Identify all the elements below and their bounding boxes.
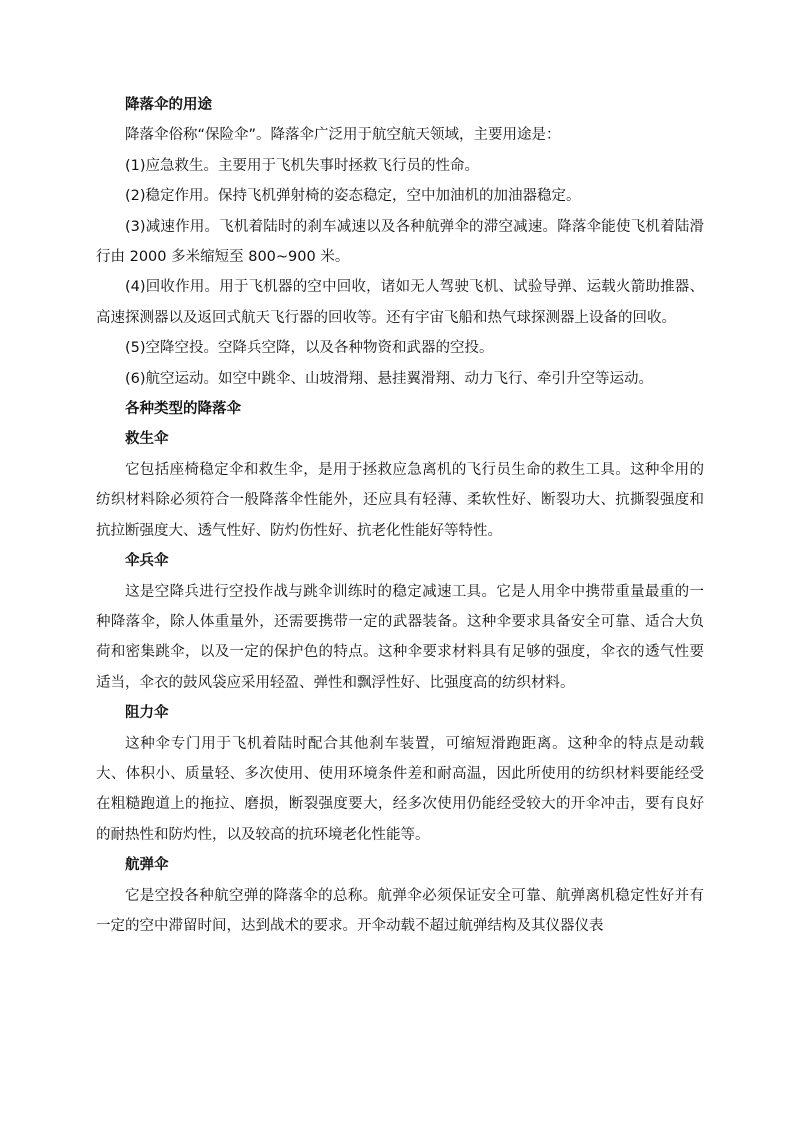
list-item-use-1: (1)应急救生。主要用于飞机失事时拯救飞行员的性命。 — [125, 157, 480, 174]
paragraph-drag-parachute: 这种伞专门用于飞机着陆时配合其他刹车装置，可缩短滑跑距离。这种伞的特点是动载大、体积小、质量轻、多次使用、使用环境条件差和耐高温，因此所使用的纺织材料要能经受在粗糙跑道上的拖拉、磨损，断裂强度要大，经多次使用仍能经受较大的开伞冲击，要有良好的耐热性和防灼性，以及较高的抗环境老化性能等。 — [96, 735, 704, 843]
list-item-use-6: (6)航空运动。如空中跳伞、山坡滑翔、悬挂翼滑翔、动力飞行、牵引升空等运动。 — [125, 370, 654, 387]
list-item-use-3: (3)减速作用。飞机着陆时的刹车减速以及各种航弹伞的滞空减速。降落伞能使飞机着陆滑行由 2000 多米缩短至 800~900 米。 — [96, 218, 704, 266]
subheading-bomb-parachute: 航弹伞 — [125, 857, 169, 874]
subheading-rescue-parachute: 救生伞 — [125, 431, 169, 448]
paragraph-uses-intro: 降落伞俗称“保险伞”。降落伞广泛用于航空航天领域，主要用途是： — [125, 127, 561, 144]
section-heading-types: 各种类型的降落伞 — [125, 401, 241, 418]
list-item-use-5: (5)空降空投。空降兵空降，以及各种物资和武器的空投。 — [125, 340, 494, 357]
subheading-drag-parachute: 阻力伞 — [125, 705, 169, 722]
paragraph-bomb-parachute: 它是空投各种航空弹的降落伞的总称。航弹伞必须保证安全可靠、航弹离机稳定性好并有一定的空中滞留时间，达到战术的要求。开伞动载不超过航弹结构及其仪器仪表 — [96, 887, 704, 934]
paragraph-rescue-parachute: 它包括座椅稳定伞和救生伞，是用于拯救应急离机的飞行员生命的救生工具。这种伞用的纺织材料除必须符合一般降落伞性能外，还应具有轻薄、柔软性好、断裂功大、抗撕裂强度和抗拉断强度大、透气性好、防灼伤性好、抗老化性能好等特性。 — [96, 461, 704, 539]
list-item-use-2: (2)稳定作用。保持飞机弹射椅的姿态稳定，空中加油机的加油器稳定。 — [125, 188, 581, 205]
section-heading-uses: 降落伞的用途 — [125, 97, 212, 113]
paragraph-paratrooper-parachute: 这是空降兵进行空投作战与跳伞训练时的稳定减速工具。它是人用伞中携带重量最重的一种降落伞，除人体重量外，还需要携带一定的武器装备。这种伞要求具备安全可靠、适合大负荷和密集跳伞，以及一定的保护色的特点。这种伞要求材料具有足够的强度，伞衣的透气性要适当，伞衣的鼓风袋应采用轻盈、弹性和飘浮性好、比强度高的纺织材料。 — [96, 583, 704, 691]
list-item-use-4: (4)回收作用。用于飞机器的空中回收，诸如无人驾驶飞机、试验导弹、运载火箭助推器、高速探测器以及返回式航天飞行器的回收等。还有宇宙飞船和热气球探测器上设备的回收。 — [96, 279, 704, 326]
subheading-paratrooper-parachute: 伞兵伞 — [125, 553, 169, 570]
document-page — [96, 90, 704, 941]
